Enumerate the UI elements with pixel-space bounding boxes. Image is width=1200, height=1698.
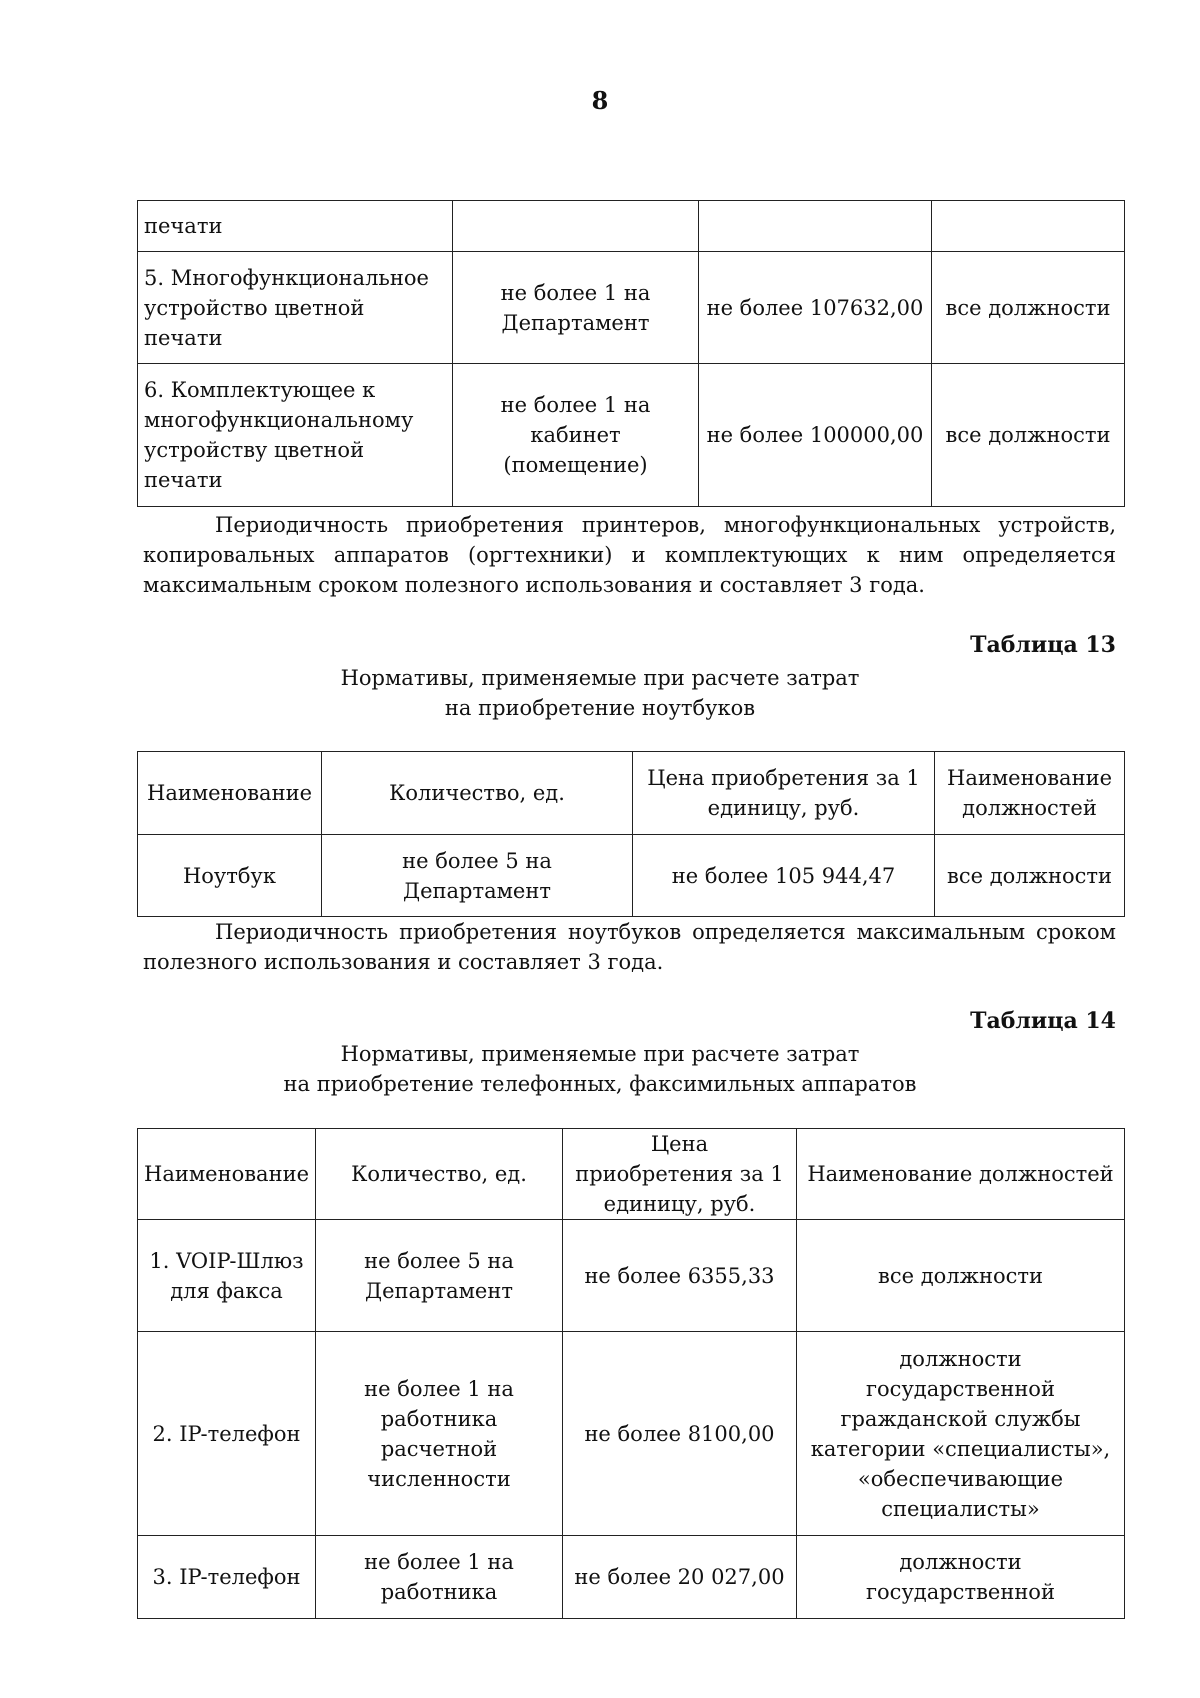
table-13-caption-line2: на приобретение ноутбуков xyxy=(444,696,756,720)
cell-qty: не более 1 на работника расчетной численности xyxy=(316,1332,563,1536)
cell-name: Ноутбук xyxy=(138,835,322,917)
cell-name: 5. Многофункциональное устройство цветной печати xyxy=(138,252,453,364)
table-row xyxy=(138,835,1125,917)
table-14 xyxy=(137,1128,1125,1619)
table-14-caption-line2: на приобретение телефонных, факсимильных аппаратов xyxy=(283,1072,917,1096)
cell-price: не более 8100,00 xyxy=(563,1332,797,1536)
table-14-caption-line1: Нормативы, применяемые при расчете затрат xyxy=(340,1042,860,1066)
header-qty: Количество, ед. xyxy=(316,1129,563,1220)
table-row xyxy=(138,1332,1125,1536)
cell-positions: все должности xyxy=(932,252,1125,364)
table-13-caption-line1: Нормативы, применяемые при расчете затрат xyxy=(340,666,860,690)
cell-positions: все должности xyxy=(932,364,1125,507)
table-14-label: Таблица 14 xyxy=(970,1008,1116,1034)
cell-price: не более 20 027,00 xyxy=(563,1536,797,1619)
paragraph-laptops-periodicity xyxy=(143,917,1116,977)
cell-price: не более 107632,00 xyxy=(699,252,932,364)
header-price: Цена приобретения за 1 единицу, руб. xyxy=(633,752,935,835)
cell-qty: не более 1 на Департамент xyxy=(453,252,699,364)
table-row xyxy=(138,364,1125,507)
cell-positions: должности государственной гражданской службы категории «специалисты», «обеспечивающие специалисты» xyxy=(797,1332,1125,1536)
cell-qty: не более 5 на Департамент xyxy=(322,835,633,917)
header-name: Наименование xyxy=(138,752,322,835)
table-header-row xyxy=(138,1129,1125,1220)
cell-name: 6. Комплектующее к многофункциональному устройству цветной печати xyxy=(138,364,453,507)
header-positions: Наименование должностей xyxy=(797,1129,1125,1220)
cell-name: 1. VOIP-Шлюз для факса xyxy=(138,1220,316,1332)
cell-positions xyxy=(932,201,1125,252)
cell-name: 2. IP-телефон xyxy=(138,1332,316,1536)
table-row xyxy=(138,1220,1125,1332)
cell-price: не более 6355,33 xyxy=(563,1220,797,1332)
paragraph-text: Периодичность приобретения принтеров, многофункциональных устройств, копировальных аппаратов (оргтехники) и комплектующих к ним определяется максимальным сроком полезного использования и составляет 3 года. xyxy=(143,513,1116,597)
table-13 xyxy=(137,751,1125,917)
cell-positions: все должности xyxy=(797,1220,1125,1332)
cell-qty xyxy=(453,201,699,252)
header-name: Наименование xyxy=(138,1129,316,1220)
table-13-label: Таблица 13 xyxy=(970,632,1116,658)
paragraph-text: Периодичность приобретения ноутбуков определяется максимальным сроком полезного использования и составляет 3 года. xyxy=(143,920,1116,974)
header-positions: Наименование должностей xyxy=(935,752,1125,835)
paragraph-printers-periodicity xyxy=(143,510,1116,600)
cell-name: печати xyxy=(138,201,453,252)
page-number: 8 xyxy=(591,86,609,115)
table-12-continued xyxy=(137,200,1125,507)
cell-price: не более 105 944,47 xyxy=(633,835,935,917)
cell-qty: не более 5 на Департамент xyxy=(316,1220,563,1332)
table-row xyxy=(138,201,1125,252)
cell-positions: все должности xyxy=(935,835,1125,917)
header-price: Цена приобретения за 1 единицу, руб. xyxy=(563,1129,797,1220)
cell-qty: не более 1 на кабинет (помещение) xyxy=(453,364,699,507)
cell-positions: должности государственной xyxy=(797,1536,1125,1619)
table-row xyxy=(138,252,1125,364)
cell-price: не более 100000,00 xyxy=(699,364,932,507)
cell-qty: не более 1 на работника xyxy=(316,1536,563,1619)
table-header-row xyxy=(138,752,1125,835)
header-qty: Количество, ед. xyxy=(322,752,633,835)
cell-name: 3. IP-телефон xyxy=(138,1536,316,1619)
table-row xyxy=(138,1536,1125,1619)
cell-price xyxy=(699,201,932,252)
